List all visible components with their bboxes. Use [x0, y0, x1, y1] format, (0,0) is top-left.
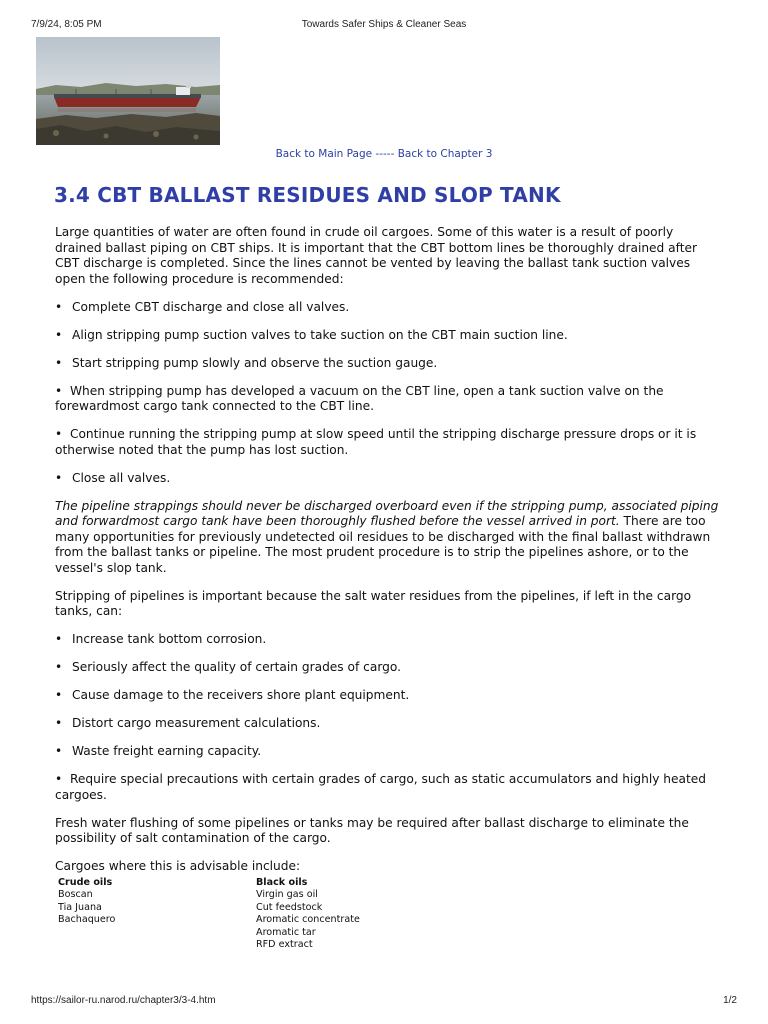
list-item: • Cause damage to the receivers shore plant equipment.: [55, 688, 410, 702]
effects-list: [55, 632, 720, 803]
list-item: • Distort cargo measurement calculations.: [55, 716, 321, 730]
page-heading: 3.4 CBT BALLAST RESIDUES AND SLOP TANK: [54, 183, 561, 207]
list-item: • Close all valves.: [55, 470, 171, 485]
warning-text: There are too many opportunities for previously undetected oil residues to be discharged with the final ballast withdrawn from the ballast tanks or pipeline. The most prudent procedure is to strip the pipelines ashore, or to the vessel's slop tank.: [55, 514, 711, 575]
tanker-photo: [36, 37, 220, 145]
cargo-table: [58, 877, 720, 953]
table-cell: Cut feedstock: [256, 901, 323, 913]
list-item: • Continue running the stripping pump at slow speed until the stripping discharge pressure drops or it is otherwise noted that the pump has lost suction.: [55, 427, 697, 457]
print-page-title: Towards Safer Ships & Cleaner Seas: [301, 19, 467, 30]
black-oils-heading: Black oils: [256, 876, 308, 888]
table-cell: Aromatic tar: [256, 926, 316, 938]
intro-paragraph: Large quantities of water are often found in crude oil cargoes. Some of this water is a result of poorly drained ballast piping on CBT ships. It is important that the CBT bottom lines be thoroughly drained after CBT discharge is completed. Since the lines cannot be vented by leaving the ballast tank suction valves open the following procedure is recommended:: [55, 225, 697, 286]
list-item: • Waste freight earning capacity.: [55, 744, 262, 758]
table-cell: Virgin gas oil: [256, 889, 318, 901]
print-datetime: 7/9/24, 8:05 PM: [31, 19, 102, 30]
table-cell: Boscan: [58, 889, 93, 901]
procedure-list: [55, 300, 720, 487]
table-cell: RFD extract: [256, 939, 313, 951]
warning-paragraph: [55, 499, 720, 577]
article-body: [55, 225, 720, 952]
list-item: • Align stripping pump suction valves to take suction on the CBT main suction line.: [55, 327, 568, 342]
back-to-main-link[interactable]: Back to Main Page: [275, 148, 373, 160]
print-page-count: 1/2: [723, 995, 737, 1006]
nav-separator: -----: [372, 148, 398, 160]
list-item: • Seriously affect the quality of certain grades of cargo.: [55, 660, 401, 674]
list-item: • Complete CBT discharge and close all valves.: [55, 299, 350, 314]
table-cell: Tia Juana: [58, 901, 102, 913]
list-item: • Increase tank bottom corrosion.: [55, 632, 267, 646]
cargoes-intro: Cargoes where this is advisable include:: [55, 859, 301, 873]
crude-oils-column: [58, 877, 256, 953]
back-to-chapter-link[interactable]: Back to Chapter 3: [397, 148, 493, 160]
list-item: • Require special precautions with certain grades of cargo, such as static accumulators and highly heated cargoes.: [55, 772, 706, 802]
list-item: • Start stripping pump slowly and observe the suction gauge.: [55, 355, 438, 370]
crude-oils-heading: Crude oils: [58, 876, 113, 888]
stripping-paragraph: Stripping of pipelines is important because the salt water residues from the pipelines, if left in the cargo tanks, can:: [55, 588, 692, 618]
navigation-links: [0, 148, 768, 160]
list-item: • When stripping pump has developed a vacuum on the CBT line, open a tank suction valve on the forewardmost cargo tank connected to the CBT line.: [55, 383, 664, 413]
table-cell: Bachaquero: [58, 914, 116, 926]
table-cell: Aromatic concentrate: [256, 914, 360, 926]
fresh-water-paragraph: Fresh water flushing of some pipelines or tanks may be required after ballast discharge to eliminate the possibility of salt contamination of the cargo.: [55, 815, 689, 845]
black-oils-column: [256, 877, 454, 953]
print-url: https://sailor-ru.narod.ru/chapter3/3-4.htm: [31, 995, 216, 1006]
warning-italic: The pipeline strappings should never be discharged overboard even if the stripping pump, associated piping and forwardmost cargo tank have been thoroughly flushed before the vessel arrived in port.: [55, 498, 719, 528]
